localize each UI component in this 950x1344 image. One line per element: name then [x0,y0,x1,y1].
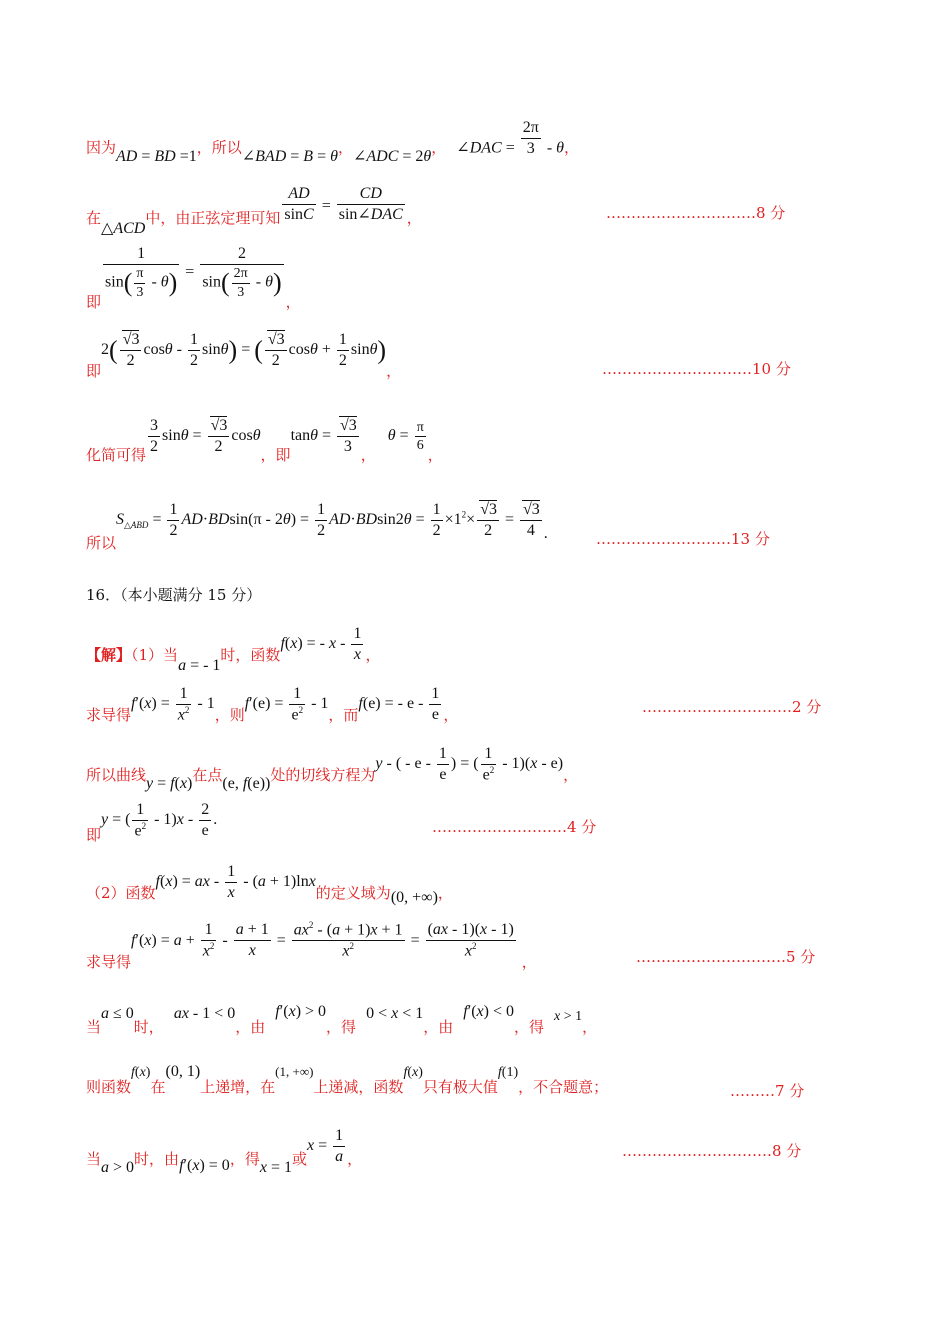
text-derive: 求导得 [86,706,132,725]
text-ji-1: 即 [86,292,102,311]
text-zai: 在 [150,1078,166,1096]
text-you-2: ，由 [423,1018,454,1036]
text-in: 在 [86,208,102,227]
line-2: 在△ACD中，由正弦定理可知 $\frac{AD}{\sin C}$ = $\frac{CD}{\text{sin∠DAC}}$ ， [86,185,422,237]
solution-line-2: 求导得f′(x) = $\frac{1}{x^2}$ - 1，则f′(e) = $\frac{1}{e^2}$ - 1，而f(e) = - e - $\frac{1}{e}$ ， [86,685,459,725]
text-ji-3: ，即 [260,446,291,465]
score-5: …………………………5 分 [636,948,816,966]
text-notfit: ，不合题意； [518,1078,609,1096]
score-13: ………………………13 分 [596,530,770,548]
text-you-1: ，由 [235,1018,266,1036]
score-7: ………7 分 [730,1082,805,1100]
text-ji-4: 即 [86,826,102,845]
text-when-2: 当 [86,1150,102,1169]
text-de-2: ，得 [514,1018,545,1036]
text-so: ，所以 [196,138,242,157]
text-part-2: （2）函数 [86,884,156,903]
solution-line-5: （2）函数f(x) = ax - $\frac{1}{x}$ - (a + 1)lnx的定义域为(0, +∞)， [86,863,453,907]
text-sine-rule: 中，由正弦定理可知 [145,208,281,227]
solution-line-4: 即y = ( $\frac{1}{e^2}$ - 1)x - $\frac{2}{e}$ . [86,801,218,845]
text-or: 或 [291,1150,307,1169]
text-shi: 时， [133,1018,164,1036]
solution-line-6: 求导得f′(x) = a + $\frac{1}{x^2}$ - $\frac{a + 1}{x}$ = $\frac{ax^2 - (a + 1)x + 1}{x^2}$ = $\frac{(ax - 1)(x - 1)}{x^2}$ ， [86,920,537,971]
text-curve: 所以曲线 [86,766,147,785]
solution-line-7: 当a ≤ 0时，ax - 1 < 0，由f′(x) > 0，得0 < x < 1，由f′(x) < 0，得x > 1， [86,1003,598,1036]
score-8-b: …………………………8 分 [622,1142,802,1160]
text-inc: 上递增，在 [200,1078,276,1096]
text-and: ，而 [328,706,359,725]
solution-line-1: 【解】（1）当a = - 1时，函数f(x) = - x - $\frac{1}{x}$ ， [86,625,381,675]
text-dec: 上递减，函数 [313,1078,404,1096]
text-derive-2: 求导得 [86,952,132,971]
text-part-1: （1）当 [131,646,179,665]
text-ji-2: 即 [86,362,102,381]
text-de-3: ，得 [229,1150,260,1169]
text-when: 当 [86,1018,102,1036]
score-4: ………………………4 分 [432,818,597,836]
line-1: 因为AD = BD =1，所以∠BAD = B = θ，∠ADC = 2θ， ∠DAC = $\frac{2\pi}{3}$ - θ， [86,119,580,165]
text-simplify: 化简可得 [86,446,147,465]
text-when-func: 时，函数 [220,646,281,665]
line-3: 即 1 sin( $\frac{\pi}{3}$ - θ) = 2 sin( $\frac{2\pi}{3}$ - θ) ， [86,245,301,311]
text-because: 因为 [86,138,117,157]
text-de-1: ，得 [326,1018,357,1036]
text-tangent: 处的切线方程为 [270,766,376,785]
tag-solution: 【解】 [86,646,132,665]
text-then-func: 则函数 [86,1078,132,1096]
text-domain: 的定义域为 [315,884,391,903]
score-2: …………………………2 分 [642,698,822,716]
score-8-a: …………………………8 分 [606,204,786,222]
text-then: ，则 [214,706,245,725]
text-at-point: 在点 [192,766,223,785]
question-16-header: 16．（本小题满分 15 分） [86,586,262,604]
math-ad-bd: AD [116,147,138,165]
line-4: 即2( $\frac{√3}{2}$ cosθ - $\frac{1}{2}$ sinθ) = ( $\frac{√3}{2}$ cosθ + $\frac{1}{2}$ sinθ)， [86,331,402,381]
text-so-2: 所以 [86,534,117,553]
solution-line-9: 当a > 0时，由f′(x) = 0，得x = 1或x = $\frac{1}{a}$ ， [86,1127,363,1177]
solution-line-8: 则函数f(x)在(0, 1)上递增，在(1, +∞)上递减，函数f(x)只有极大值f(1)，不合题意； [86,1063,609,1096]
text-shi-2: 时，由 [134,1150,180,1169]
text-only: 只有极大值 [422,1078,498,1096]
solution-line-3: 所以曲线y = f(x)在点(e, f(e))处的切线方程为y - ( - e - $\frac{1}{e}$ ) = ( $\frac{1}{e^2}$ - 1)(x - e)， [86,745,579,793]
score-10: …………………………10 分 [602,360,791,378]
line-6: 所以$S_{\triangle ABD}$ = $\frac{1}{2}$ AD·BDsin(π - 2θ) = $\frac{1}{2}$ AD·BDsin2θ = $\frac{1}{2}$ $\times 1^2\times$ $\frac{√3}{2}$ = $\frac{√3}{4}$ . [86,501,548,553]
line-5: 化简可得 $\frac{3}{2}$ sinθ = $\frac{√3}{2}$ cosθ，即tanθ = $\frac{√3}{3}$ ，θ = $\frac{\pi}{6}$ ， [86,417,443,465]
